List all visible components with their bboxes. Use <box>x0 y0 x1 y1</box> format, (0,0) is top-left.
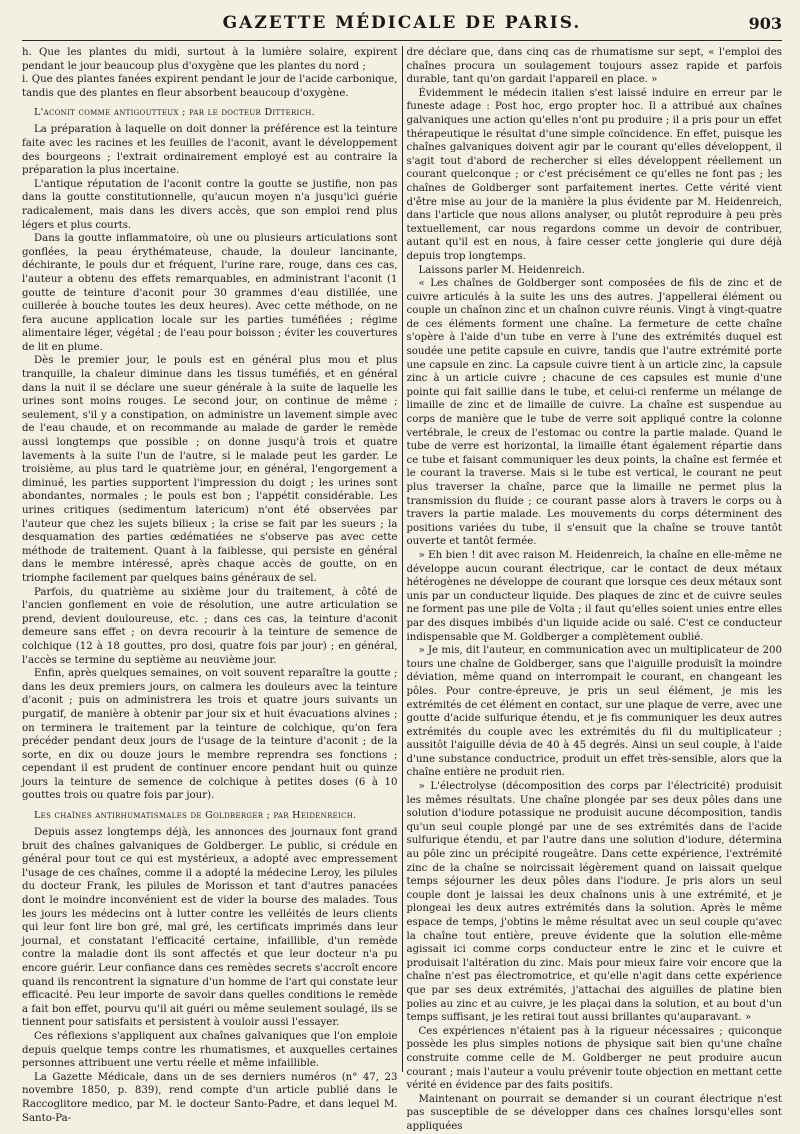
paragraph: Parfois, du quatrième au sixième jour du traitement, à côté de l'ancien gonflement en voie de résolution, une autre articulation se prend, devient douloureuse, etc. ; dans ces cas, la teinture d'aconit demeure sans effet ; on devra recourir à la teinture de semence de colchique (12 à 18 gouttes, pro dosi, quatre fois par jour) ; en général, l'accès se termine du septième au neuvième jour. <box>22 586 398 666</box>
paragraph: Dans la goutte inflammatoire, où une ou plusieurs articulations sont gonflées, la peau érythémateuse, chaude, la douleur lancinante, déchirante, le pouls dur et fréquent, l'urine rare, rouge, dans ces cas, l'auteur a obtenu des effets remarquables, en administrant l'aconit (1 goutte de teinture d'aconit pour 30 grammes d'eau distillée, une cuillerée à bouche toutes les deux heures). Avec cette méthode, on ne fera aucune application locale sur les parties tuméfiées ; régime alimentaire léger, végétal ; de l'eau pour boisson ; éviter les couvertures de lit en plume. <box>22 233 398 353</box>
paragraph: Enfin, après quelques semaines, on voit souvent reparaître la goutte ; dans les deux premiers jours, on calmera les douleurs avec la teinture d'aconit ; puis on administrera les trois et quatre jours suivants un purgatif, de manière à obtenir par jour six et huit évacuations alvines ; on terminera le traitement par la teinture de colchique, qu'on fera précéder pendant deux jours de l'usage de la teinture d'aconit ; de la sorte, en dix ou douze jours le membre reprendra ses fonctions ; cependant il est prudent de continuer encore pendant huit ou quinze jours la teinture de semence de colchique à petites doses (6 à 10 gouttes trois ou quatre fois par jour). <box>22 668 398 802</box>
right-column <box>406 46 783 1132</box>
left-column <box>22 46 398 1124</box>
paragraph: L'antique réputation de l'aconit contre la goutte se justifie, non pas dans la goutte constitutionnelle, qu'aucun moyen n'a jusqu'ici guérie radicalement, mais dans les divers accès, que son emploi rend plus légers et plus courts. <box>22 178 398 231</box>
page-number: 903 <box>748 13 782 33</box>
newspaper-page <box>22 6 782 1132</box>
text-columns <box>22 46 782 1132</box>
paragraph: » Je mis, dit l'auteur, en communication avec un multiplicateur de 200 tours une chaîne de Goldberger, sans que l'aiguille produisît la moindre déviation, même quand on interrompait le courant, en changeant les pôles. Pour contre-épreuve, je pris un seul élément, je mis les extrémités de cet élément en contact, sur une plaque de verre, avec une goutte d'acide sulfurique étendu, et je fis communiquer les deux autres extrémités du couple avec les extrémités du fil du multiplicateur ; aussitôt l'aiguille dévia de 40 à 45 degrés. Ainsi un seul couple, à l'aide d'une substance conductrice, produit un effet très-sensible, alors que la chaîne entière ne produit rien. <box>406 645 782 779</box>
paragraph: « Les chaînes de Goldberger sont composées de fils de zinc et de cuivre articulés à la suite les uns des autres. J'appellerai élément ou couple un chaînon zinc et un chaînon cuivre réunis. Vingt à vingt-quatre de ces éléments forment une chaîne. La fermeture de cette chaîne s'opère à l'aide d'un tube en verre à l'une des extrémités duquel est soudée une petite capsule en cuivre, tandis que l'autre extrémité porte une capsule en zinc. La capsule cuivre tient à un article zinc, la capsule zinc à un article cuivre ; chacune de ces capsules est munie d'une pointe qui fait saillie dans le tube, et celui-ci renferme un mélange de limaille de zinc et de limaille de cuivre. La chaîne est suspendue au corps de manière que le tube de verre soit appliqué contre la colonne vertébrale, le creux de l'estomac ou contre la partie malade. Quand le tube de verre est horizontal, la limaille étant également répartie dans ce tube et faisant communiquer les deux points, la chaîne est fermée et le courant la traverse. Mais si le tube est vertical, le courant ne peut plus traverser la chaîne, parce que la limaille ne permet plus la transmission du fluide ; ce courant passe alors à travers le corps ou à travers la partie malade. Les mouvements du corps déterminent des positions variées du tube, il s'ensuit que la chaîne se trouve tantôt ouverte et tantôt fermée. <box>406 278 782 548</box>
paragraph: Ces réflexions s'appliquent aux chaînes galvaniques que l'on emploie depuis quelque temps contre les rhumatismes, et auxquelles certaines personnes attribuent une vertu réelle et même infaillible. <box>22 1030 398 1070</box>
paragraph: Maintenant on pourrait se demander si un courant électrique n'est pas susceptible de se développer dans ces chaînes lorsqu'elles sont appliquées <box>406 1093 782 1132</box>
paragraph: La préparation à laquelle on doit donner la préférence est la teinture faite avec les racines et les feuilles de l'aconit, avant le développement des bourgeons ; l'extrait ordinairement employé est au contraire la préparation la plus incertaine. <box>22 124 398 177</box>
paragraph: La Gazette Médicale, dans un de ses derniers numéros (n° 47, 23 novembre 1850, p. 839), rend compte d'un article publié dans le Raccoglitore medico, par M. le docteur Santo-Padre, et dans lequel M. Santo-Pa- <box>22 1071 398 1124</box>
paragraph: i. Que des plantes fanées expirent pendant le jour de l'acide carbonique, tandis que des plantes en fleur absorbent beaucoup d'oxygène. <box>22 74 398 99</box>
journal-title: GAZETTE MÉDICALE DE PARIS. <box>222 13 582 33</box>
column-divider <box>402 46 403 1072</box>
section-heading: L'aconit comme antigoutteux ; par le docteur Ditterich. <box>34 107 316 119</box>
paragraph: Laissons parler M. Heidenreich. <box>418 264 585 276</box>
page-header <box>22 6 782 41</box>
section-heading: Les chaînes antirhumatismales de Goldberger ; par Heidenreich. <box>34 810 357 822</box>
paragraph: dre déclare que, dans cinq cas de rhumatisme sur sept, « l'emploi des chaînes procura un soulagement toujours assez rapide et parfois durable, tant qu'on gardait l'appareil en place. » <box>406 47 782 86</box>
paragraph: » Eh bien ! dit avec raison M. Heidenreich, la chaîne en elle-même ne développe aucun courant électrique, car le contact de deux métaux hétérogènes ne développe de courant que lorsque ces deux métaux sont unis par un conducteur liquide. Des plaques de zinc et de cuivre seules ne forment pas une pile de Volta ; il faut qu'elles soient unies entre elles par des disques imbibés d'un liquide acide ou salé. C'est ce conducteur indispensable que M. Goldberger a complètement oublié. <box>406 549 782 643</box>
paragraph: h. Que les plantes du midi, surtout à la lumière solaire, expirent pendant le jour beaucoup plus d'oxygène que les plantes du nord ; <box>22 47 398 72</box>
paragraph: Évidemment le médecin italien s'est laissé induire en erreur par le funeste adage : Post hoc, ergo propter hoc. Il a attribué aux chaînes galvaniques une action qu'elles n'ont pu produire ; il a pris pour un effet thérapeutique le résultat d'une simple coïncidence. En effet, puisque les chaînes galvaniques doivent agir par le courant qu'elles développent, il s'agit tout d'abord de rechercher si elles développent réellement un courant quelconque ; or c'est précisément ce qu'elles ne font pas ; les chaînes de Goldberger sont parfaitement inertes. Cette vérité vient d'être mise au jour de la manière la plus évidente par M. Heidenreich, dans l'article que nous allons analyser, ou plutôt reproduire à peu près textuellement, car nous regardons comme un devoir de contribuer, autant qu'il est en nous, à faire cesser cette jonglerie qui dure déjà depuis trop longtemps. <box>406 87 782 262</box>
paragraph: Dès le premier jour, le pouls est en général plus mou et plus tranquille, la chaleur diminue dans les tissus tuméfiés, et en général dans la nuit il se déclare une sueur générale à la suite de laquelle les urines sont moins rouges. Le second jour, on continue de même ; seulement, s'il y a constipation, on administre un lavement simple avec de l'eau chaude, et on recommande au malade de garder le remède aussi longtemps que possible ; on donne jusqu'à trois et quatre lavements à la suite l'un de l'autre, si le malade peut les garder. Le troisième, au plus tard le quatrième jour, en général, l'engorgement a diminué, les parties supportent l'impression du doigt ; les urines sont abondantes, normales ; le pouls est bon ; l'appétit considérable. Les urines critiques (sedimentum latericum) n'ont été observées par l'auteur que chez les sujets bilieux ; la crise se fait par les sueurs ; la desquamation des parties œdématiées ne s'observe pas avec cette méthode de traitement. Quant à la faiblesse, qui persiste en général dans le membre intéressé, après chaque accès de goutte, on en triomphe facilement par quelques bains généraux de sel. <box>22 355 398 584</box>
paragraph: Depuis assez longtemps déjà, les annonces des journaux font grand bruit des chaînes galvaniques de Goldberger. Le public, si crédule en général pour tout ce qui est mystérieux, a adopté avec empressement l'usage de ces chaînes, comme il a adopté la médecine Leroy, les pilules du docteur Frank, les pilules de Morisson et tant d'autres panacées dont le moindre inconvénient est de vider la bourse des malades. Tous les jours les médecins ont à lutter contre les velléités de leurs clients qui leur font lire bon gré, mal gré, les certificats imprimés dans leur journal, et constatant l'efficacité certaine, infaillible, d'un remède contre la maladie dont ils sont affectés et que leur docteur n'a pu encore guérir. Leur confiance dans ces remèdes secrets s'accroît encore quand ils rencontrent la signature d'un homme de l'art qui constate leur efficacité. Peu leur importe de savoir dans quelles conditions le remède a fait bon effet, pourvu qu'il ait guéri ou même seulement soulagé, ils se tiennent pour satisfaits et persistent à vouloir aussi l'essayer. <box>22 827 398 1029</box>
paragraph: Ces expériences n'étaient pas à la rigueur nécessaires ; quiconque possède les plus simples notions de physique sait bien qu'une chaîne construite comme celle de M. Goldberger ne peut produire aucun courant ; mais l'auteur a voulu prévenir toute objection en mettant cette vérité en évidence par des faits positifs. <box>406 1025 782 1092</box>
paragraph: » L'électrolyse (décomposition des corps par l'électricité) produisit les mêmes résultats. Une chaîne plongée par ses deux pôles dans une solution d'iodure potassique ne produisit aucune décomposition, tandis qu'un seul couple plongé par une de ses extrémités dans de l'acide sulfurique étendu, et par l'autre dans une solution d'iodure, détermina au pôle zinc un précipité rougeâtre. Dans cette expérience, l'extrémité zinc de la chaîne se noircissait légèrement quand on laissait quelque temps séjourner les deux pôles dans l'iodure. Je pris alors un seul couple dont je laissai les deux chaînons unis à une extrémité, et je plongeai les deux autres extrémités dans la solution. Après le même espace de temps, j'obtins le même résultat avec un seul couple qu'avec la chaîne tout entière, preuve évidente que la solution elle-même agissait ici comme corps conducteur entre le zinc et le cuivre et produisait l'altération du zinc. Mais pour mieux faire voir encore que la chaîne n'est pas électromotrice, et qu'elle n'agit dans cette expérience que par ses deux extrémités, j'attachai des aiguilles de platine bien polies au zinc et au cuivre, je les plaçai dans la solution, et au bout d'un temps suffisant, je les retirai tout aussi brillantes qu'auparavant. » <box>406 781 782 1024</box>
